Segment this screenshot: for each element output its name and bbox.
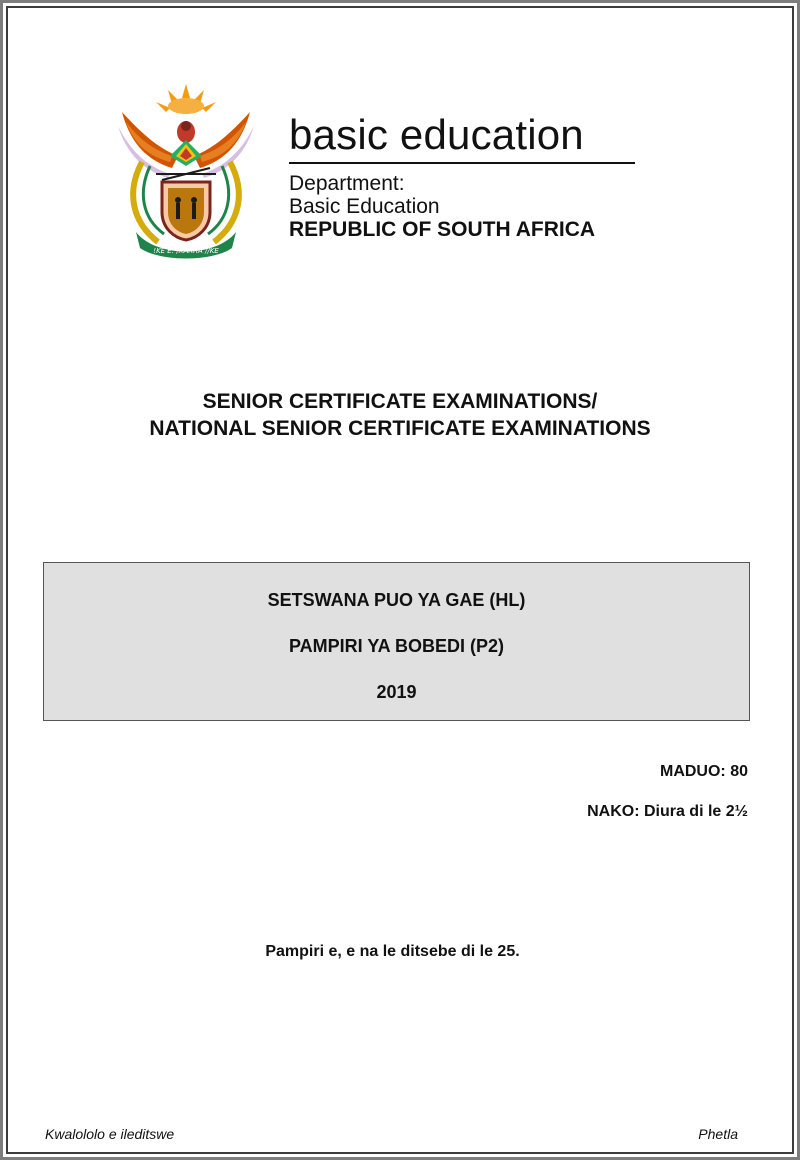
- turn-over-footer: Phetla: [698, 1126, 738, 1142]
- exam-duration: NAKO: Diura di le 2½: [587, 803, 748, 820]
- exam-year: 2019: [376, 682, 417, 702]
- exam-title-line2: NATIONAL SENIOR CERTIFICATE EXAMINATIONS: [149, 417, 651, 440]
- paper-name: PAMPIRI YA BOBEDI (P2): [288, 636, 505, 656]
- exam-title-line1: SENIOR CERTIFICATE EXAMINATIONS/: [202, 390, 598, 413]
- exam-title: [0, 388, 800, 442]
- subject-box: [43, 562, 750, 721]
- brand-divider: [289, 162, 635, 164]
- copyright-footer: Kwalololo e ileditswe: [45, 1126, 175, 1142]
- coat-of-arms-icon: [112, 82, 260, 260]
- page-count-note: Pampiri e, e na le ditsebe di le 25.: [265, 943, 520, 960]
- department-letterhead: [289, 110, 639, 241]
- subject-name: SETSWANA PUO YA GAE (HL): [267, 590, 526, 610]
- department-name: Basic Education: [289, 195, 440, 218]
- svg-text:!KE E: /XARRA //KE: !KE E: /XARRA //KE: [153, 247, 219, 255]
- marks-total: MADUO: 80: [659, 763, 748, 780]
- department-label: Department:: [289, 172, 405, 195]
- country-name: REPUBLIC OF SOUTH AFRICA: [289, 218, 596, 241]
- brand-title: basic education: [289, 111, 584, 158]
